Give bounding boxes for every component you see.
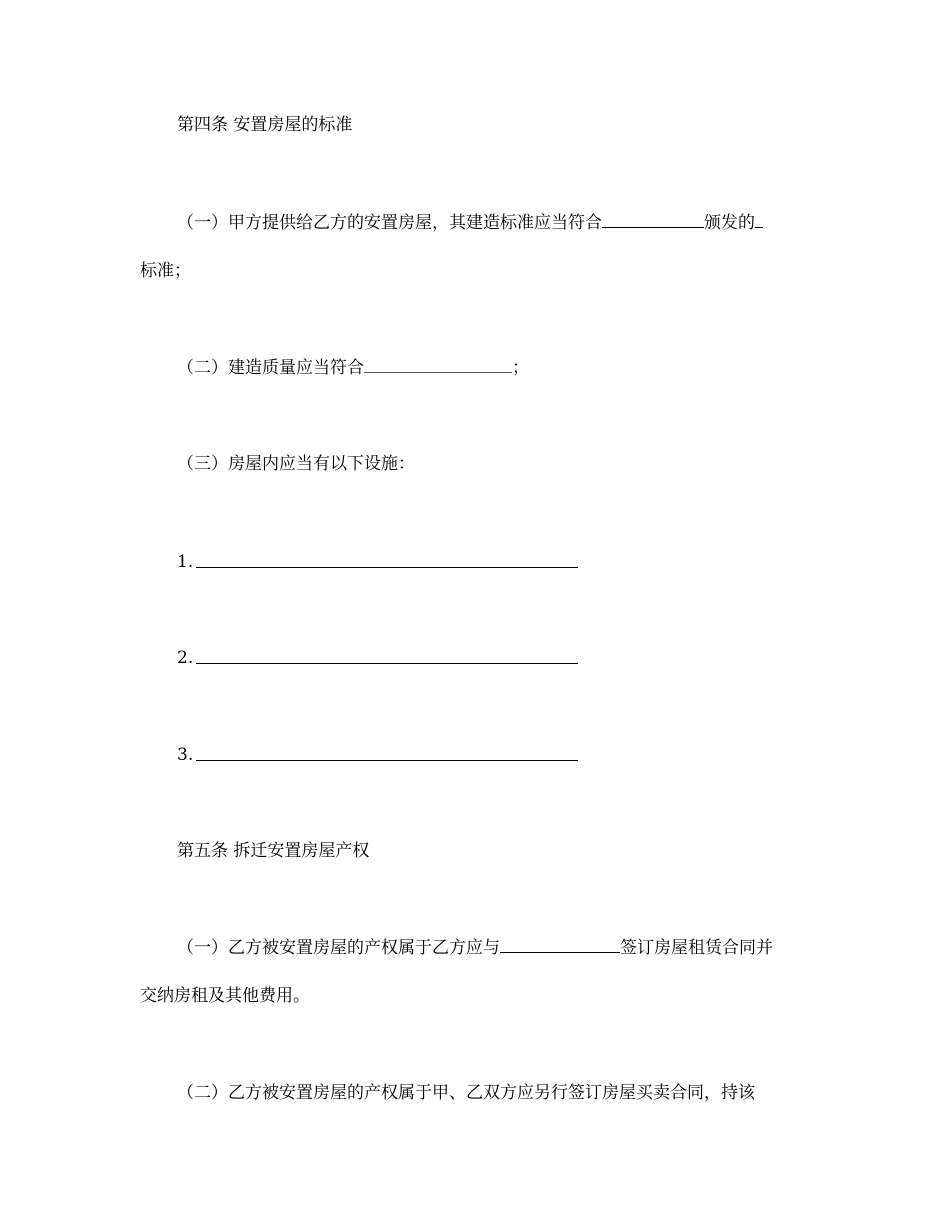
article-4-item-3: （三）房屋内应当有以下设施： <box>177 454 415 474</box>
article-5-item-1-text-2: 签订房屋租赁合同并 <box>620 938 773 958</box>
quality-standard-blank[interactable] <box>364 355 512 373</box>
standard-name-blank[interactable] <box>755 210 763 228</box>
article-4-item-1-text-2: 颁发的 <box>704 213 755 233</box>
article-5-item-1 <box>177 935 773 960</box>
article-4-heading: 第四条 安置房屋的标准 <box>177 115 353 135</box>
facility-list-item-2-number: 2. <box>177 648 194 668</box>
article-4-item-2 <box>177 355 529 380</box>
article-5-item-1-text: （一）乙方被安置房屋的产权属于乙方应与 <box>177 938 500 958</box>
article-4-item-1-text: （一）甲方提供给乙方的安置房屋，其建造标准应当符合 <box>177 213 602 233</box>
article-4-item-1 <box>177 210 763 235</box>
facility-3-blank[interactable] <box>196 760 578 761</box>
article-4-item-1-continuation: 标准； <box>140 261 191 281</box>
facility-list-item-1-number: 1. <box>177 552 194 572</box>
article-4-item-2-text: （二）建造质量应当符合 <box>177 358 364 378</box>
facility-1-blank[interactable] <box>196 567 578 568</box>
lessor-blank[interactable] <box>500 935 620 953</box>
facility-2-blank[interactable] <box>196 663 578 664</box>
facility-list-item-3-number: 3. <box>177 745 194 765</box>
standard-issuer-blank[interactable] <box>602 210 704 228</box>
article-4-item-2-end: ； <box>512 358 529 378</box>
article-5-item-2: （二）乙方被安置房屋的产权属于甲、乙双方应另行签订房屋买卖合同，持该 <box>177 1083 755 1103</box>
article-5-heading: 第五条 拆迁安置房屋产权 <box>177 841 370 861</box>
article-5-item-1-continuation: 交纳房租及其他费用。 <box>140 986 310 1006</box>
